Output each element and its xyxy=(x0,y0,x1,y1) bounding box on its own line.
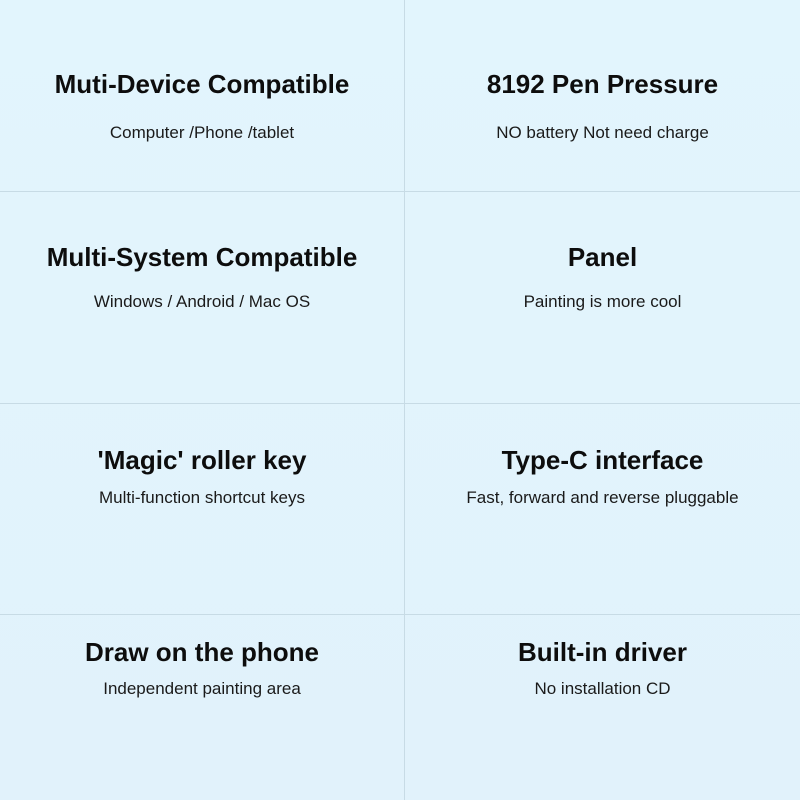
feature-title: Multi-System Compatible xyxy=(46,242,358,272)
feature-title: Panel xyxy=(567,242,638,272)
feature-cell-pen-pressure xyxy=(405,0,800,191)
feature-subtitle: Fast, forward and reverse pluggable xyxy=(466,488,739,507)
feature-title: Draw on the phone xyxy=(85,637,319,667)
feature-subtitle: Independent painting area xyxy=(103,679,301,698)
feature-cell-draw-on-phone xyxy=(0,615,404,800)
feature-cell-built-in-driver xyxy=(405,615,800,800)
feature-cell-multi-device xyxy=(0,0,404,191)
feature-cell-magic-roller-key xyxy=(0,404,404,614)
feature-title: Built-in driver xyxy=(517,637,687,667)
feature-title: 'Magic' roller key xyxy=(97,445,307,475)
feature-subtitle: Multi-function shortcut keys xyxy=(99,488,305,507)
feature-subtitle: Computer /Phone /tablet xyxy=(109,123,295,142)
feature-cell-panel xyxy=(405,192,800,403)
feature-subtitle: Windows / Android / Mac OS xyxy=(93,292,311,311)
feature-cell-multi-system xyxy=(0,192,404,403)
horizontal-divider xyxy=(0,403,800,404)
feature-subtitle: No installation CD xyxy=(534,679,671,698)
feature-title: 8192 Pen Pressure xyxy=(486,69,719,99)
horizontal-divider xyxy=(0,614,800,615)
feature-title: Type-C interface xyxy=(501,445,704,475)
feature-subtitle: NO battery Not need charge xyxy=(496,123,709,142)
feature-subtitle: Painting is more cool xyxy=(523,292,682,311)
feature-title: Muti-Device Compatible xyxy=(54,69,350,99)
feature-cell-type-c xyxy=(405,404,800,614)
horizontal-divider xyxy=(0,191,800,192)
vertical-divider xyxy=(404,0,405,800)
